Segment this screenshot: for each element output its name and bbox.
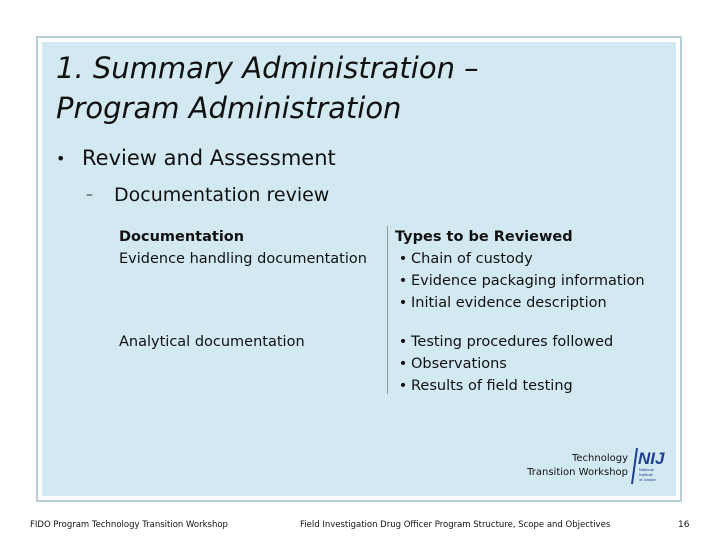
list-item: • Chain of custody <box>398 251 533 267</box>
bullet-level-2-text: Documentation review <box>114 184 330 206</box>
left-row-1: Evidence handling documentation <box>119 251 367 267</box>
footer-left: FIDO Program Technology Transition Workshop <box>30 520 228 530</box>
left-column-header: Documentation <box>119 229 245 245</box>
title-line-1: 1. Summary Administration – <box>56 51 479 85</box>
bullet-dot-icon: • <box>56 148 66 168</box>
list-item: • Observations <box>398 356 507 372</box>
bullet-level-2 <box>86 184 329 206</box>
bullet-level-1-text: Review and Assessment <box>82 146 336 170</box>
right-group-1 <box>395 248 660 314</box>
logo-text <box>518 452 628 480</box>
footer-center: Field Investigation Drug Officer Program Structure, Scope and Objectives <box>300 520 611 530</box>
page-number: 16 <box>678 520 690 530</box>
right-column-header: Types to be Reviewed <box>395 229 573 245</box>
slide-canvas <box>42 42 676 496</box>
nij-logo-icon <box>631 446 667 486</box>
list-item: • Initial evidence description <box>398 295 607 311</box>
table-right-column <box>395 226 660 394</box>
svg-text:of Justice: of Justice <box>639 477 656 482</box>
table-divider <box>387 226 388 394</box>
svg-text:Institute: Institute <box>639 472 654 477</box>
right-group-2 <box>395 331 613 397</box>
logo-line-2: Transition Workshop <box>527 467 628 478</box>
svg-text:National: National <box>639 467 654 472</box>
bullet-level-1 <box>56 146 336 170</box>
title-line-2: Program Administration <box>56 91 402 125</box>
svg-text:NIJ: NIJ <box>638 449 665 468</box>
list-item: • Evidence packaging information <box>398 273 645 289</box>
table-left-column <box>119 226 374 350</box>
logo-line-1: Technology <box>571 453 628 464</box>
bullet-dash-icon: – <box>86 187 93 203</box>
list-item: • Results of field testing <box>398 378 573 394</box>
list-item: • Testing procedures followed <box>398 334 614 350</box>
slide-title <box>56 48 656 128</box>
workshop-logo <box>518 446 668 486</box>
left-row-2: Analytical documentation <box>119 334 305 350</box>
